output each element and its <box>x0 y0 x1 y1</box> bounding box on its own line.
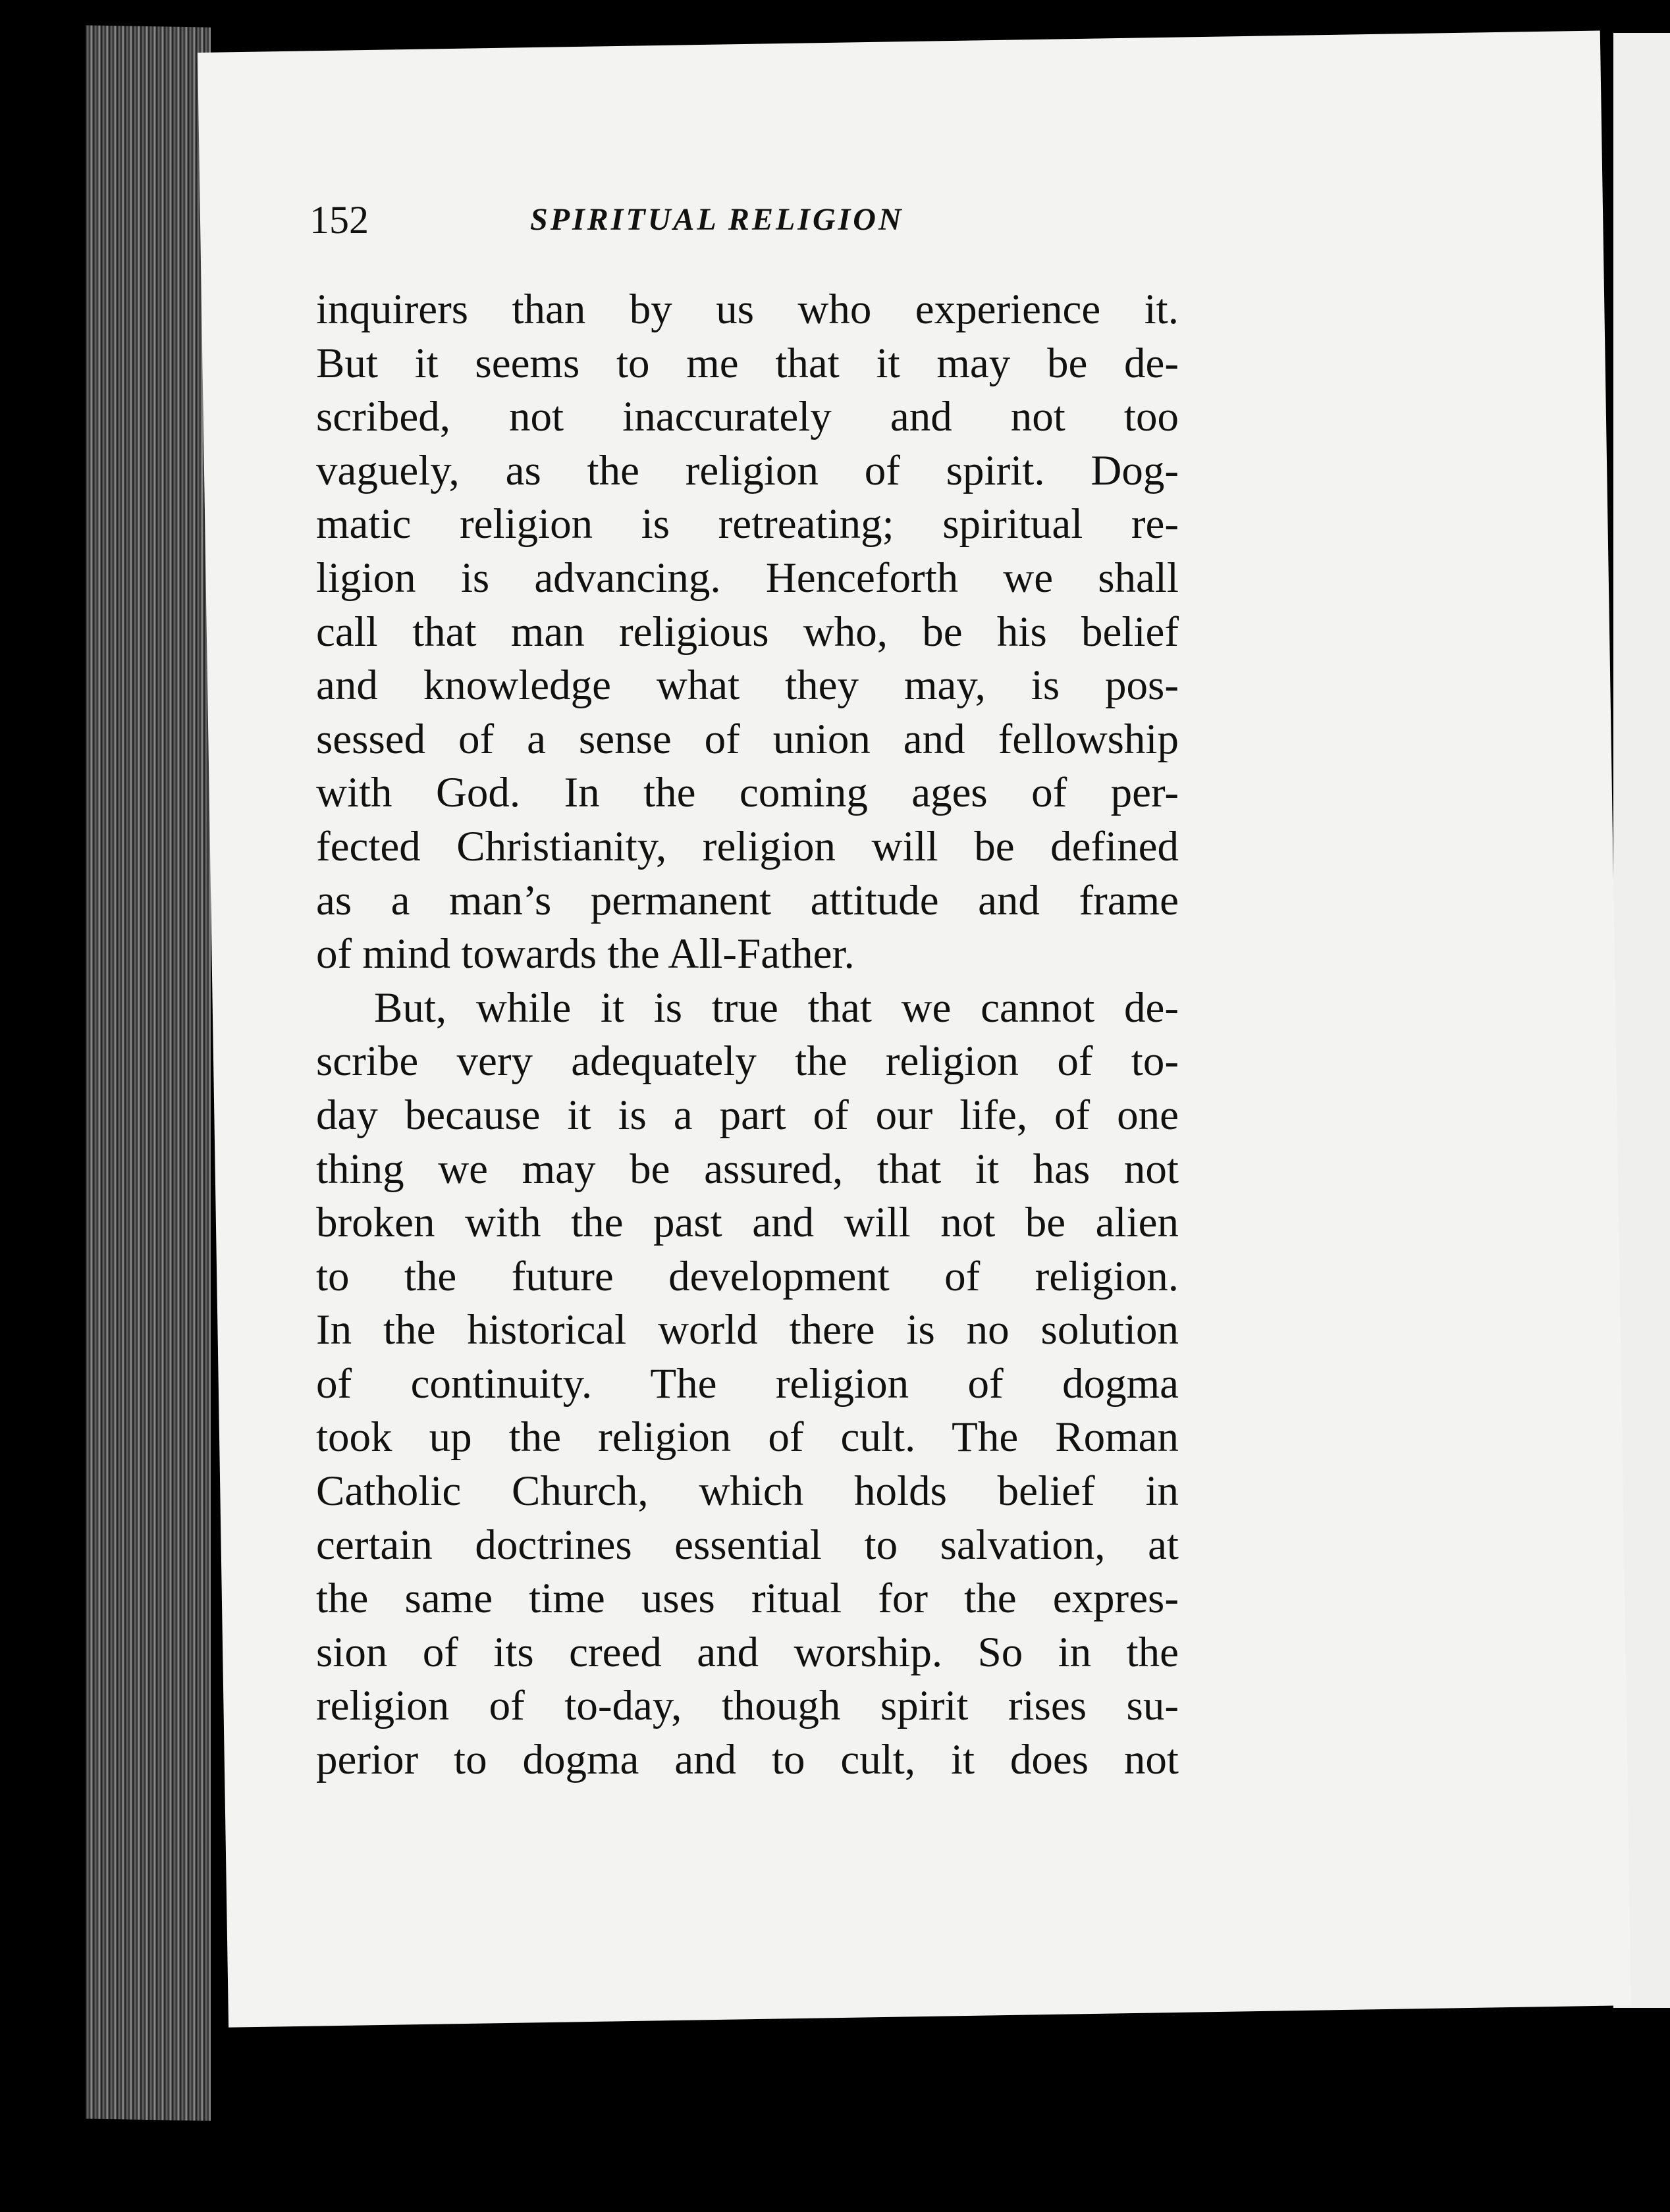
text-line: sion of its creed and worship. So in the <box>316 1628 1179 1676</box>
text-line: the same time uses ritual for the expres- <box>316 1575 1179 1623</box>
text-line: But, while it is true that we cannot de- <box>374 984 1179 1032</box>
text-line: broken with the past and will not be alien <box>316 1199 1179 1247</box>
paragraph-1 <box>316 283 1179 982</box>
text-line: inquirers than by us who experience it. <box>316 286 1179 333</box>
text-line: of mind towards the All-Father. <box>316 930 855 978</box>
page-edges <box>86 25 211 2120</box>
paragraph-2 <box>316 982 1179 1787</box>
text-line: certain doctrines essential to salvation, at <box>316 1521 1179 1569</box>
text-line: sessed of a sense of union and fellowship <box>316 715 1179 763</box>
text-line: religion of to-day, though spirit rises su- <box>316 1682 1179 1730</box>
running-head: SPIRITUAL RELIGION <box>530 202 904 237</box>
text-line: perior to dogma and to cult, it does not <box>316 1736 1179 1784</box>
text-line: thing we may be assured, that it has not <box>316 1145 1179 1193</box>
text-line: fected Christianity, religion will be defined <box>316 822 1179 870</box>
text-line: day because it is a part of our life, of one <box>316 1091 1179 1139</box>
text-line: and knowledge what they may, is pos- <box>316 662 1179 710</box>
text-line: with God. In the coming ages of per- <box>316 769 1179 817</box>
text-line: of continuity. The religion of dogma <box>316 1359 1179 1408</box>
text-line: call that man religious who, be his belief <box>316 608 1179 656</box>
text-line: scribed, not inaccurately and not too <box>316 393 1179 441</box>
text-line: But it seems to me that it may be de- <box>316 339 1179 387</box>
text-line: Catholic Church, which holds belief in <box>316 1467 1179 1515</box>
text-line: as a man’s permanent attitude and frame <box>316 876 1179 924</box>
text-line: took up the religion of cult. The Roman <box>316 1413 1179 1462</box>
text-line: matic religion is retreating; spiritual re- <box>316 500 1179 548</box>
text-line: to the future development of religion. <box>316 1252 1179 1300</box>
body-text <box>316 283 1179 1787</box>
text-line: vaguely, as the religion of spirit. Dog- <box>316 446 1179 494</box>
text-line: In the historical world there is no solution <box>316 1306 1179 1354</box>
text-line: scribe very adequately the religion of to- <box>316 1038 1179 1086</box>
text-line: ligion is advancing. Henceforth we shall <box>316 554 1179 602</box>
page-number: 152 <box>310 198 369 242</box>
